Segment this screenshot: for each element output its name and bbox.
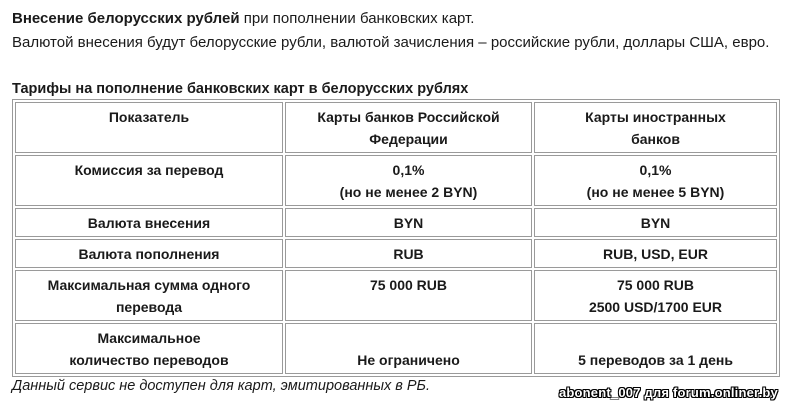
table-row	[15, 239, 777, 268]
intro-bold: Внесение белорусских рублей	[12, 10, 240, 27]
header-russian-banks: Карты банков Российской Федерации	[285, 102, 532, 153]
row-label: Комиссия за перевод	[15, 155, 283, 206]
footnote: Данный сервис не доступен для карт, эмитированных в РБ.	[12, 378, 431, 394]
intro-text	[12, 9, 474, 29]
watermark: abonent_007 для forum.onliner.by	[558, 385, 778, 400]
row-label: Максимальное количество переводов	[15, 323, 283, 374]
intro-currency-text: Валютой внесения будут белорусские рубли, валютой зачисления – российские рубли, доллары США, евро.	[12, 34, 770, 51]
table-row	[15, 323, 777, 374]
intro-rest: при пополнении банковских карт.	[239, 10, 475, 27]
table-header-row	[15, 102, 777, 153]
row-value-russian: Не ограничено	[285, 323, 532, 374]
table-row	[15, 208, 777, 237]
row-value-russian: 75 000 RUB	[285, 270, 532, 321]
tariffs-table	[12, 99, 780, 377]
header-indicator: Показатель	[15, 102, 283, 153]
row-value-foreign: 0,1% (но не менее 5 BYN)	[534, 155, 777, 206]
header-foreign-banks: Карты иностранных банков	[534, 102, 777, 153]
row-value-russian: 0,1% (но не менее 2 BYN)	[285, 155, 532, 206]
row-value-foreign: 75 000 RUB 2500 USD/1700 EUR	[534, 270, 777, 321]
row-value-russian: RUB	[285, 239, 532, 268]
row-label: Максимальная сумма одного перевода	[15, 270, 283, 321]
table-title: Тарифы на пополнение банковских карт в белорусских рублях	[12, 81, 469, 97]
row-value-russian: BYN	[285, 208, 532, 237]
row-value-foreign: 5 переводов за 1 день	[534, 323, 777, 374]
table-row	[15, 155, 777, 206]
row-value-foreign: BYN	[534, 208, 777, 237]
row-value-foreign: RUB, USD, EUR	[534, 239, 777, 268]
table-row	[15, 270, 777, 321]
row-label: Валюта внесения	[15, 208, 283, 237]
row-label: Валюта пополнения	[15, 239, 283, 268]
